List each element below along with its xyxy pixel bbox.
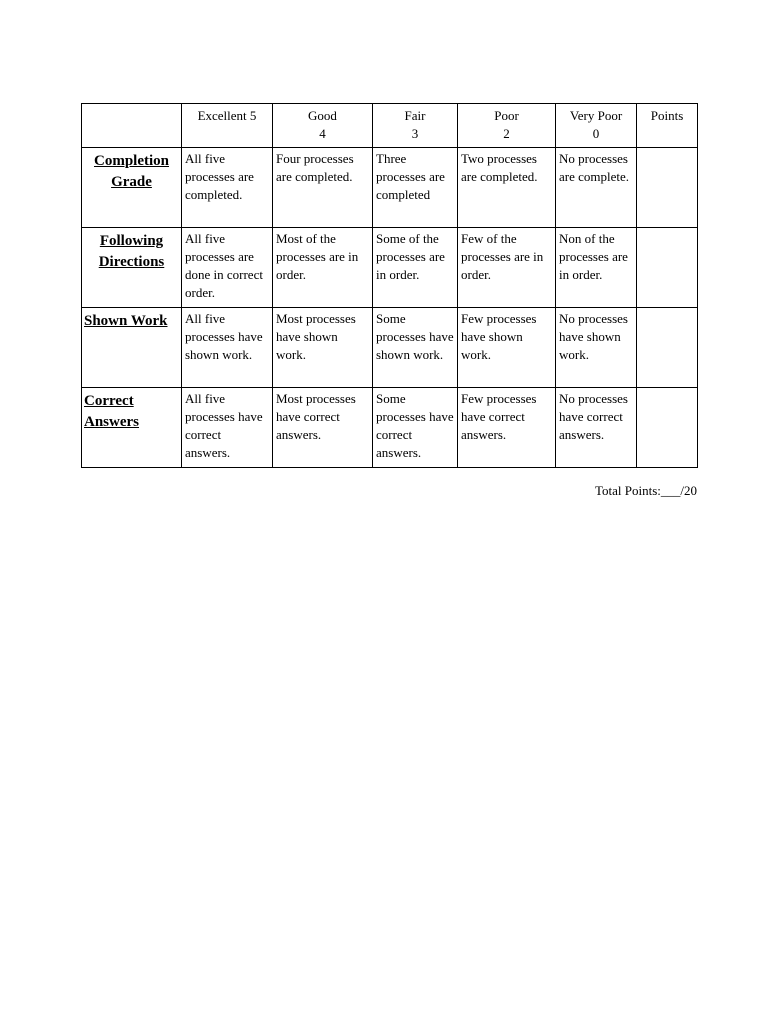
level-name: Fair	[404, 108, 426, 123]
table-cell: Most of the processes are in order.	[273, 228, 373, 308]
criterion-completion-grade: Completion Grade	[82, 148, 182, 228]
table-cell: No processes are complete.	[556, 148, 637, 228]
header-poor	[458, 104, 556, 148]
table-cell: Few processes have shown work.	[458, 308, 556, 388]
table-cell: Four processes are completed.	[273, 148, 373, 228]
level-score: 3	[411, 126, 419, 141]
level-name: Very Poor	[569, 108, 623, 123]
criterion-following-directions: Following Directions	[82, 228, 182, 308]
points-cell	[637, 228, 698, 308]
table-cell: Few of the processes are in order.	[458, 228, 556, 308]
table-cell: Some processes have shown work.	[373, 308, 458, 388]
table-cell: Most processes have correct answers.	[273, 388, 373, 468]
table-cell: Few processes have correct answers.	[458, 388, 556, 468]
table-cell: All five processes are done in correct order.	[182, 228, 273, 308]
header-fair	[373, 104, 458, 148]
points-cell	[637, 308, 698, 388]
table-cell: Non of the processes are in order.	[556, 228, 637, 308]
rubric-table	[81, 103, 698, 468]
table-cell: Three processes are completed	[373, 148, 458, 228]
points-cell	[637, 388, 698, 468]
level-name: Good	[308, 108, 337, 123]
table-cell: No processes have correct answers.	[556, 388, 637, 468]
header-excellent	[182, 104, 273, 148]
criterion-correct-answers: Correct Answers	[82, 388, 182, 468]
table-row	[82, 148, 698, 228]
header-good	[273, 104, 373, 148]
table-row	[82, 308, 698, 388]
table-cell: Most processes have shown work.	[273, 308, 373, 388]
points-cell	[637, 148, 698, 228]
level-name: Poor	[494, 108, 519, 123]
table-cell: Some processes have correct answers.	[373, 388, 458, 468]
table-cell: Two processes are completed.	[458, 148, 556, 228]
header-points	[637, 104, 698, 148]
table-cell: All five processes have correct answers.	[182, 388, 273, 468]
table-row	[82, 228, 698, 308]
criterion-shown-work: Shown Work	[82, 308, 182, 388]
header-row	[82, 104, 698, 148]
level-score: 2	[503, 126, 510, 141]
level-score: 0	[592, 126, 600, 141]
level-name: Points	[650, 108, 684, 123]
header-corner-cell	[82, 104, 182, 148]
total-points: Total Points:___/20	[594, 483, 697, 498]
table-row	[82, 388, 698, 468]
table-cell: Some of the processes are in order.	[373, 228, 458, 308]
level-score: 4	[319, 126, 326, 141]
table-cell: No processes have shown work.	[556, 308, 637, 388]
table-cell: All five processes are completed.	[182, 148, 273, 228]
table-cell: All five processes have shown work.	[182, 308, 273, 388]
level-name: Excellent 5	[197, 108, 257, 123]
header-very-poor	[556, 104, 637, 148]
